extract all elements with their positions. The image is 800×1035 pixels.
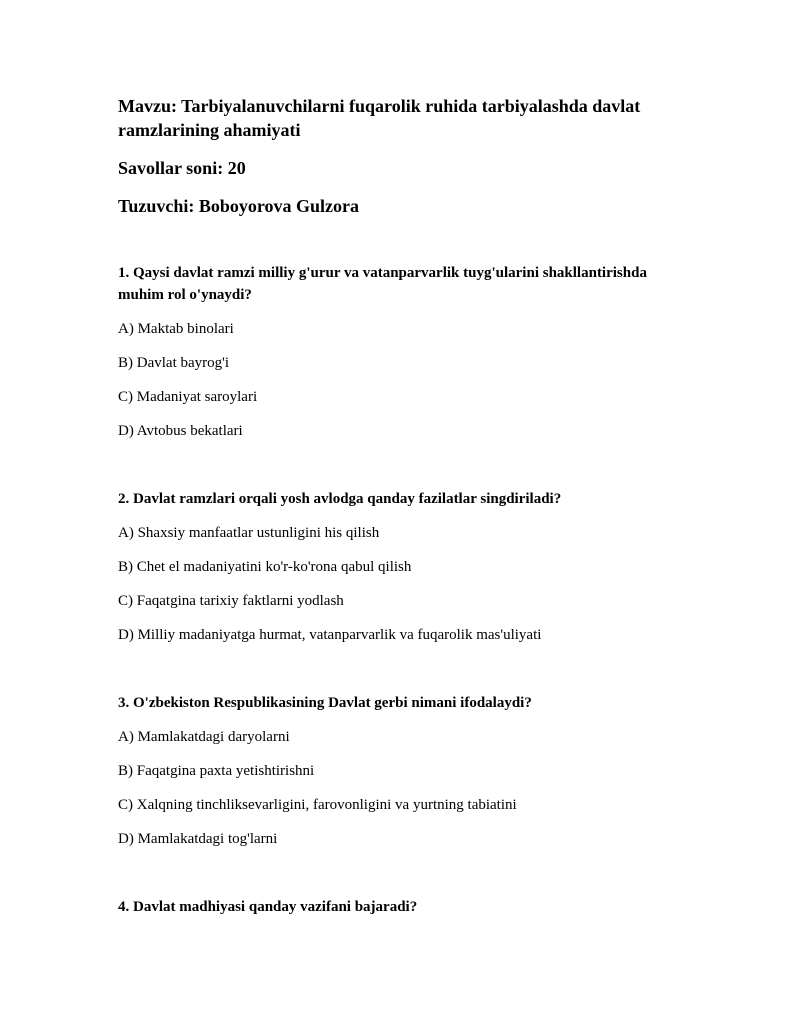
- question-count: Savollar soni: 20: [118, 158, 246, 178]
- question-list: [118, 262, 688, 918]
- option-a: A) Mamlakatdagi daryolarni: [118, 729, 290, 745]
- question-4: [118, 896, 688, 918]
- document-page: [118, 94, 688, 964]
- option-d: D) Milliy madaniyatga hurmat, vatanparvarlik va fuqarolik mas'uliyati: [118, 627, 542, 643]
- option-c: C) Xalqning tinchliksevarligini, farovonligini va yurtning tabiatini: [118, 797, 517, 813]
- option-b: B) Chet el madaniyatini ko'r-ko'rona qabul qilish: [118, 559, 412, 575]
- question-text: 2. Davlat ramzlari orqali yosh avlodga qanday fazilatlar singdiriladi?: [118, 491, 562, 507]
- option-b: B) Davlat bayrog'i: [118, 355, 230, 371]
- question-text: 1. Qaysi davlat ramzi milliy g'urur va vatanparvarlik tuyg'ularini shakllantirishda muhim rol o'ynaydi?: [118, 265, 647, 303]
- question-2: [118, 488, 688, 646]
- option-d: D) Mamlakatdagi tog'larni: [118, 831, 278, 847]
- question-text: 3. O'zbekiston Respublikasining Davlat gerbi nimani ifodalaydi?: [118, 695, 532, 711]
- option-c: C) Faqatgina tarixiy faktlarni yodlash: [118, 593, 344, 609]
- option-a: A) Maktab binolari: [118, 321, 234, 337]
- author: Tuzuvchi: Boboyorova Gulzora: [118, 196, 360, 216]
- option-c: C) Madaniyat saroylari: [118, 389, 258, 405]
- question-3: [118, 692, 688, 850]
- question-1: [118, 262, 688, 442]
- topic-heading: Mavzu: Tarbiyalanuvchilarni fuqarolik ruhida tarbiyalashda davlat ramzlarining ahamiyati: [118, 96, 641, 140]
- option-d: D) Avtobus bekatlari: [118, 423, 243, 439]
- option-b: B) Faqatgina paxta yetishtirishni: [118, 763, 315, 779]
- option-a: A) Shaxsiy manfaatlar ustunligini his qilish: [118, 525, 380, 541]
- question-text: 4. Davlat madhiyasi qanday vazifani bajaradi?: [118, 899, 418, 915]
